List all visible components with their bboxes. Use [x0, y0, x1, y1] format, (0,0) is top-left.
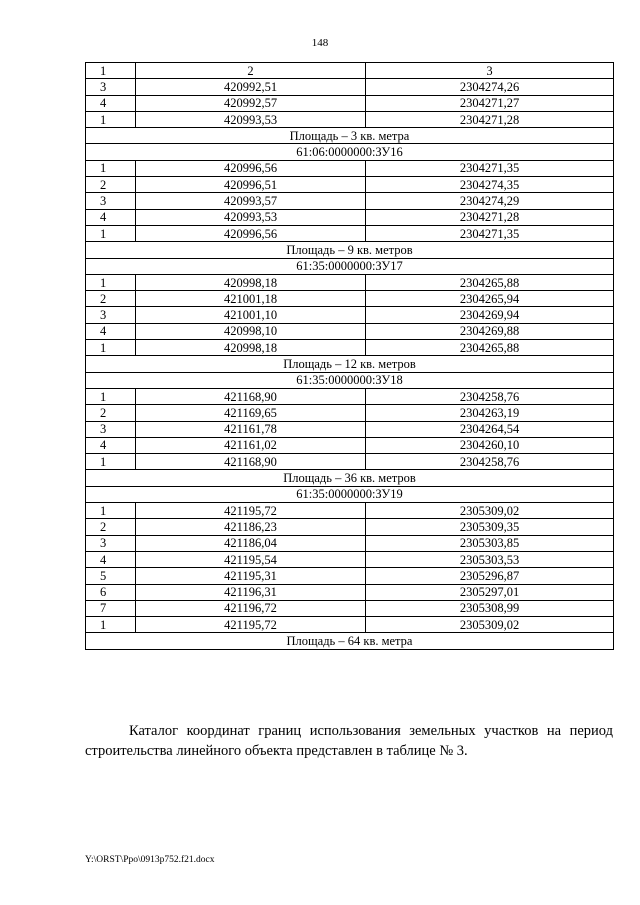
x-coordinate: 421169,65 [136, 405, 366, 421]
y-coordinate: 2304265,88 [366, 340, 614, 356]
parcel-row [86, 144, 614, 160]
y-coordinate: 2304271,28 [366, 111, 614, 127]
y-coordinate: 2305297,01 [366, 584, 614, 600]
table-row [86, 519, 614, 535]
point-number: 1 [86, 454, 136, 470]
coordinates-table-body [86, 63, 614, 650]
table-row [86, 95, 614, 111]
point-number: 2 [86, 405, 136, 421]
table-header-row [86, 63, 614, 79]
table-row [86, 340, 614, 356]
table-row [86, 568, 614, 584]
area-row [86, 356, 614, 372]
x-coordinate: 421001,10 [136, 307, 366, 323]
table-row [86, 617, 614, 633]
header-cell-point: 1 [86, 63, 136, 79]
footer-file-path: Y:\ORST\Ppo\0913p752.f21.docx [85, 855, 215, 865]
table-row [86, 454, 614, 470]
parcel-area: Площадь – 64 кв. метра [86, 633, 614, 649]
y-coordinate: 2304263,19 [366, 405, 614, 421]
parcel-area: Площадь – 3 кв. метра [86, 128, 614, 144]
table-row [86, 323, 614, 339]
table-row [86, 421, 614, 437]
point-number: 1 [86, 388, 136, 404]
parcel-row [86, 486, 614, 502]
table-row [86, 600, 614, 616]
parcel-area: Площадь – 36 кв. метров [86, 470, 614, 486]
parcel-area: Площадь – 12 кв. метров [86, 356, 614, 372]
point-number: 6 [86, 584, 136, 600]
x-coordinate: 421161,02 [136, 437, 366, 453]
point-number: 1 [86, 503, 136, 519]
y-coordinate: 2304260,10 [366, 437, 614, 453]
table-row [86, 274, 614, 290]
x-coordinate: 421168,90 [136, 388, 366, 404]
table-row [86, 437, 614, 453]
y-coordinate: 2304274,29 [366, 193, 614, 209]
y-coordinate: 2304258,76 [366, 454, 614, 470]
parcel-row [86, 372, 614, 388]
point-number: 1 [86, 160, 136, 176]
point-number: 1 [86, 617, 136, 633]
y-coordinate: 2305309,35 [366, 519, 614, 535]
y-coordinate: 2304269,94 [366, 307, 614, 323]
table-row [86, 535, 614, 551]
y-coordinate: 2304271,28 [366, 209, 614, 225]
x-coordinate: 421168,90 [136, 454, 366, 470]
parcel-row [86, 258, 614, 274]
y-coordinate: 2305303,85 [366, 535, 614, 551]
table-row [86, 79, 614, 95]
area-row [86, 633, 614, 649]
parcel-number: 61:35:0000000:ЗУ17 [86, 258, 614, 274]
y-coordinate: 2304258,76 [366, 388, 614, 404]
x-coordinate: 420996,51 [136, 177, 366, 193]
x-coordinate: 420998,10 [136, 323, 366, 339]
table-row [86, 209, 614, 225]
parcel-area: Площадь – 9 кв. метров [86, 242, 614, 258]
point-number: 5 [86, 568, 136, 584]
point-number: 2 [86, 519, 136, 535]
catalog-paragraph: Каталог координат границ использования земельных участков на период строительства линейного объекта представлен в таблице № 3. [85, 723, 613, 759]
area-row [86, 242, 614, 258]
table-row [86, 405, 614, 421]
point-number: 4 [86, 323, 136, 339]
x-coordinate: 421195,72 [136, 503, 366, 519]
point-number: 3 [86, 307, 136, 323]
y-coordinate: 2305309,02 [366, 617, 614, 633]
table-row [86, 551, 614, 567]
y-coordinate: 2304264,54 [366, 421, 614, 437]
area-row [86, 470, 614, 486]
y-coordinate: 2304271,35 [366, 160, 614, 176]
point-number: 3 [86, 535, 136, 551]
point-number: 7 [86, 600, 136, 616]
y-coordinate: 2305303,53 [366, 551, 614, 567]
x-coordinate: 421196,72 [136, 600, 366, 616]
parcel-number: 61:35:0000000:ЗУ18 [86, 372, 614, 388]
x-coordinate: 420992,57 [136, 95, 366, 111]
y-coordinate: 2305309,02 [366, 503, 614, 519]
y-coordinate: 2304274,26 [366, 79, 614, 95]
x-coordinate: 420996,56 [136, 225, 366, 241]
point-number: 4 [86, 209, 136, 225]
point-number: 4 [86, 551, 136, 567]
y-coordinate: 2304265,94 [366, 291, 614, 307]
x-coordinate: 420998,18 [136, 274, 366, 290]
table-row [86, 177, 614, 193]
y-coordinate: 2305308,99 [366, 600, 614, 616]
y-coordinate: 2304265,88 [366, 274, 614, 290]
table-row [86, 160, 614, 176]
point-number: 2 [86, 291, 136, 307]
table-row [86, 291, 614, 307]
x-coordinate: 420992,51 [136, 79, 366, 95]
point-number: 1 [86, 340, 136, 356]
parcel-number: 61:35:0000000:ЗУ19 [86, 486, 614, 502]
y-coordinate: 2304271,35 [366, 225, 614, 241]
x-coordinate: 421161,78 [136, 421, 366, 437]
y-coordinate: 2304269,88 [366, 323, 614, 339]
coordinates-table [85, 62, 614, 650]
y-coordinate: 2304274,35 [366, 177, 614, 193]
page-number: 148 [311, 37, 329, 49]
x-coordinate: 421195,54 [136, 551, 366, 567]
point-number: 3 [86, 421, 136, 437]
table-row [86, 584, 614, 600]
area-row [86, 128, 614, 144]
x-coordinate: 421195,72 [136, 617, 366, 633]
x-coordinate: 421196,31 [136, 584, 366, 600]
y-coordinate: 2304271,27 [366, 95, 614, 111]
table-row [86, 111, 614, 127]
header-cell-x: 2 [136, 63, 366, 79]
point-number: 3 [86, 79, 136, 95]
y-coordinate: 2305296,87 [366, 568, 614, 584]
table-row [86, 225, 614, 241]
point-number: 1 [86, 274, 136, 290]
x-coordinate: 420993,57 [136, 193, 366, 209]
header-cell-y: 3 [366, 63, 614, 79]
table-row [86, 307, 614, 323]
x-coordinate: 420993,53 [136, 209, 366, 225]
table-row [86, 388, 614, 404]
table-row [86, 503, 614, 519]
point-number: 1 [86, 225, 136, 241]
x-coordinate: 420998,18 [136, 340, 366, 356]
x-coordinate: 421001,18 [136, 291, 366, 307]
x-coordinate: 420996,56 [136, 160, 366, 176]
point-number: 2 [86, 177, 136, 193]
point-number: 4 [86, 95, 136, 111]
table-row [86, 193, 614, 209]
x-coordinate: 420993,53 [136, 111, 366, 127]
point-number: 3 [86, 193, 136, 209]
x-coordinate: 421186,23 [136, 519, 366, 535]
point-number: 1 [86, 111, 136, 127]
x-coordinate: 421195,31 [136, 568, 366, 584]
x-coordinate: 421186,04 [136, 535, 366, 551]
point-number: 4 [86, 437, 136, 453]
parcel-number: 61:06:0000000:ЗУ16 [86, 144, 614, 160]
